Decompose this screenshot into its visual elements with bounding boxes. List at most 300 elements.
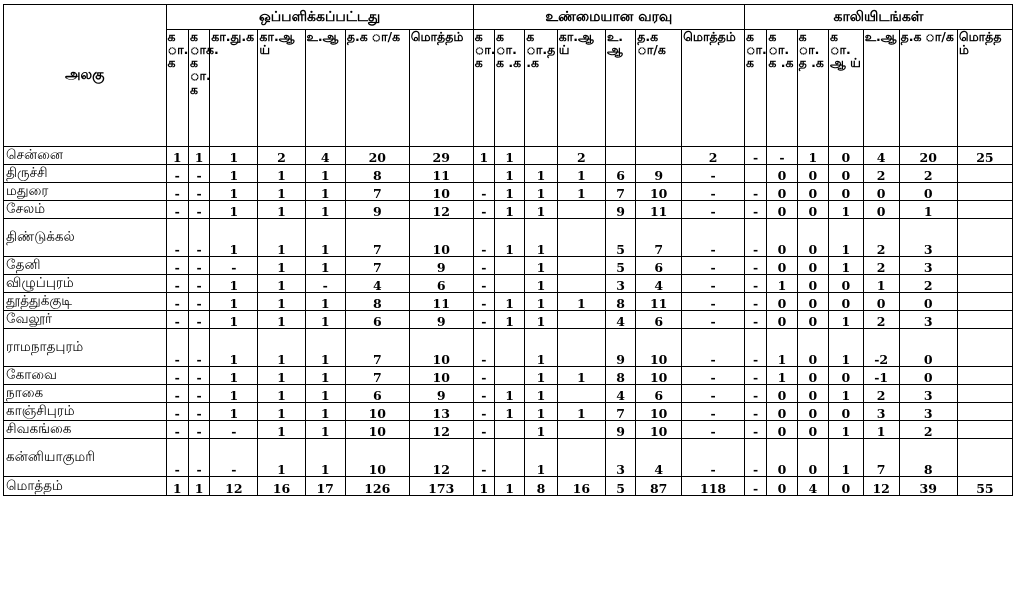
staffing-table-container (3, 4, 1013, 496)
value-cell: 1 (210, 293, 258, 311)
value-cell: 7 (605, 183, 635, 201)
value-cell: 1 (525, 311, 558, 329)
value-cell: 1 (305, 219, 345, 257)
sanctioned-group-header: ஒப்பளிக்கப்பட்டது (166, 5, 473, 30)
value-cell: 10 (636, 329, 682, 367)
value-cell: 1 (258, 293, 305, 311)
value-cell: 1 (305, 293, 345, 311)
value-cell: - (210, 257, 258, 275)
value-cell: 1 (305, 439, 345, 477)
vacancy-subheader: க ா.த .க (797, 30, 828, 147)
value-cell: - (188, 439, 209, 477)
value-cell: - (188, 183, 209, 201)
value-cell (557, 329, 605, 367)
value-cell: 0 (797, 201, 828, 219)
value-cell: -1 (863, 367, 899, 385)
value-cell: 1 (258, 367, 305, 385)
value-cell: 0 (899, 293, 957, 311)
value-cell: 2 (899, 275, 957, 293)
value-cell: 0 (863, 201, 899, 219)
value-cell (957, 403, 1012, 421)
value-cell: 1 (828, 385, 863, 403)
value-cell: 1 (305, 329, 345, 367)
unit-name-cell: சென்னை (4, 147, 167, 165)
value-cell: 12 (409, 421, 473, 439)
value-cell: 1 (495, 403, 525, 421)
value-cell: - (188, 329, 209, 367)
value-cell: 1 (210, 367, 258, 385)
value-cell: 1 (828, 311, 863, 329)
value-cell: 1 (525, 367, 558, 385)
value-cell (557, 421, 605, 439)
value-cell: 1 (797, 147, 828, 165)
value-cell: 0 (767, 183, 797, 201)
value-cell: 2 (899, 165, 957, 183)
value-cell: - (473, 219, 494, 257)
value-cell: 1 (557, 293, 605, 311)
value-cell (495, 421, 525, 439)
sanctioned-subheader: த.க ா/க (345, 30, 409, 147)
value-cell: - (188, 201, 209, 219)
value-cell: 8 (345, 165, 409, 183)
actual-subheader: மொத்தம் (682, 30, 745, 147)
value-cell: 1 (828, 219, 863, 257)
table-row (4, 385, 1013, 403)
value-cell: 5 (605, 257, 635, 275)
value-cell: 0 (828, 367, 863, 385)
value-cell: 1 (767, 329, 797, 367)
value-cell: - (682, 165, 745, 183)
value-cell: - (473, 257, 494, 275)
value-cell: 8 (605, 367, 635, 385)
value-cell: - (682, 385, 745, 403)
value-cell: 0 (767, 219, 797, 257)
value-cell: - (473, 311, 494, 329)
value-cell (495, 257, 525, 275)
value-cell (473, 165, 494, 183)
value-cell: 1 (525, 421, 558, 439)
unit-name-cell: கன்னியாகுமரி (4, 439, 167, 477)
table-row (4, 183, 1013, 201)
value-cell: 20 (899, 147, 957, 165)
unit-name-cell: சிவகங்கை (4, 421, 167, 439)
value-cell: 126 (345, 477, 409, 496)
value-cell: 1 (258, 311, 305, 329)
value-cell: 9 (409, 385, 473, 403)
value-cell: 7 (636, 219, 682, 257)
value-cell: 1 (767, 275, 797, 293)
value-cell: 4 (636, 275, 682, 293)
value-cell: 1 (305, 421, 345, 439)
value-cell: 10 (636, 421, 682, 439)
value-cell: - (744, 147, 766, 165)
value-cell (957, 329, 1012, 367)
value-cell: 1 (557, 367, 605, 385)
value-cell: - (188, 275, 209, 293)
value-cell: 1 (863, 421, 899, 439)
value-cell: - (166, 201, 188, 219)
value-cell: 11 (409, 165, 473, 183)
value-cell: - (473, 201, 494, 219)
value-cell: 0 (899, 367, 957, 385)
value-cell: 10 (636, 367, 682, 385)
value-cell: 1 (525, 183, 558, 201)
value-cell: 1 (258, 183, 305, 201)
value-cell: 0 (828, 183, 863, 201)
value-cell: 8 (525, 477, 558, 496)
value-cell: 0 (797, 385, 828, 403)
value-cell: 0 (797, 367, 828, 385)
value-cell: - (188, 165, 209, 183)
value-cell: - (744, 477, 766, 496)
value-cell: - (744, 367, 766, 385)
value-cell: 1 (258, 165, 305, 183)
value-cell: 10 (409, 367, 473, 385)
value-cell: 1 (305, 183, 345, 201)
value-cell: 3 (899, 219, 957, 257)
value-cell: 8 (345, 293, 409, 311)
value-cell: - (166, 219, 188, 257)
value-cell: 4 (305, 147, 345, 165)
value-cell: 0 (767, 257, 797, 275)
value-cell: - (744, 385, 766, 403)
value-cell: 1 (210, 385, 258, 403)
value-cell: 10 (409, 183, 473, 201)
value-cell: -2 (863, 329, 899, 367)
value-cell: 7 (345, 257, 409, 275)
value-cell: 1 (210, 147, 258, 165)
value-cell: 6 (636, 257, 682, 275)
value-cell: 0 (797, 293, 828, 311)
value-cell: 0 (767, 477, 797, 496)
value-cell: - (188, 293, 209, 311)
value-cell: - (682, 293, 745, 311)
value-cell: - (682, 367, 745, 385)
value-cell: - (473, 367, 494, 385)
value-cell (557, 311, 605, 329)
value-cell: 13 (409, 403, 473, 421)
value-cell (495, 329, 525, 367)
table-row (4, 421, 1013, 439)
value-cell: 10 (345, 403, 409, 421)
value-cell: - (305, 275, 345, 293)
value-cell (744, 165, 766, 183)
value-cell: 0 (828, 293, 863, 311)
value-cell: 1 (473, 147, 494, 165)
sanctioned-subheader: கா.ஆ ய் (258, 30, 305, 147)
value-cell: 9 (409, 257, 473, 275)
value-cell (957, 183, 1012, 201)
unit-name-cell: ராமநாதபுரம் (4, 329, 167, 367)
value-cell: 0 (797, 329, 828, 367)
value-cell: - (682, 329, 745, 367)
unit-name-cell: மதுரை (4, 183, 167, 201)
value-cell: 1 (210, 219, 258, 257)
value-cell: 2 (863, 311, 899, 329)
value-cell: - (166, 403, 188, 421)
unit-name-cell: திண்டுக்கல் (4, 219, 167, 257)
value-cell: 1 (525, 403, 558, 421)
table-row (4, 257, 1013, 275)
value-cell (957, 439, 1012, 477)
value-cell (957, 201, 1012, 219)
value-cell: 0 (767, 421, 797, 439)
value-cell: - (473, 385, 494, 403)
value-cell: - (767, 147, 797, 165)
value-cell: 1 (525, 275, 558, 293)
value-cell: 0 (828, 165, 863, 183)
value-cell: - (744, 311, 766, 329)
table-row (4, 219, 1013, 257)
value-cell: 12 (210, 477, 258, 496)
value-cell: - (188, 403, 209, 421)
unit-name-cell: மொத்தம் (4, 477, 167, 496)
value-cell: 1 (495, 293, 525, 311)
value-cell: 4 (636, 439, 682, 477)
value-cell (957, 385, 1012, 403)
value-cell: 11 (636, 293, 682, 311)
value-cell: - (166, 293, 188, 311)
value-cell: 0 (828, 403, 863, 421)
value-cell: 1 (557, 183, 605, 201)
value-cell: 3 (863, 403, 899, 421)
value-cell: 25 (957, 147, 1012, 165)
actual-subheader: க ா.க (473, 30, 494, 147)
value-cell: - (188, 385, 209, 403)
value-cell (525, 147, 558, 165)
value-cell: 7 (863, 439, 899, 477)
value-cell: 1 (828, 329, 863, 367)
value-cell: - (682, 183, 745, 201)
value-cell: 2 (899, 421, 957, 439)
value-cell: 1 (495, 219, 525, 257)
table-row (4, 147, 1013, 165)
value-cell: 16 (258, 477, 305, 496)
value-cell: 87 (636, 477, 682, 496)
value-cell: 1 (899, 201, 957, 219)
unit-name-cell: கோவை (4, 367, 167, 385)
value-cell: 11 (409, 293, 473, 311)
value-cell: - (166, 275, 188, 293)
value-cell: - (473, 403, 494, 421)
value-cell: 1 (305, 311, 345, 329)
value-cell: - (210, 421, 258, 439)
value-cell: - (682, 201, 745, 219)
value-cell: 16 (557, 477, 605, 496)
value-cell: 1 (258, 275, 305, 293)
value-cell: 2 (863, 385, 899, 403)
value-cell (495, 275, 525, 293)
value-cell: 2 (863, 219, 899, 257)
value-cell: 17 (305, 477, 345, 496)
value-cell: 2 (557, 147, 605, 165)
value-cell: 7 (345, 183, 409, 201)
value-cell: 5 (605, 219, 635, 257)
value-cell: - (682, 311, 745, 329)
value-cell: 6 (636, 311, 682, 329)
value-cell: 7 (345, 219, 409, 257)
value-cell (957, 219, 1012, 257)
value-cell: 1 (525, 293, 558, 311)
value-cell (495, 439, 525, 477)
value-cell: 2 (682, 147, 745, 165)
value-cell: 1 (210, 275, 258, 293)
value-cell: 1 (210, 403, 258, 421)
value-cell: 3 (605, 275, 635, 293)
value-cell: - (744, 329, 766, 367)
value-cell: 1 (258, 439, 305, 477)
value-cell: 1 (828, 201, 863, 219)
value-cell (957, 421, 1012, 439)
value-cell: 39 (899, 477, 957, 496)
actual-subheader: கா.ஆ ய் (557, 30, 605, 147)
value-cell: 118 (682, 477, 745, 496)
table-row (4, 329, 1013, 367)
value-cell (605, 147, 635, 165)
value-cell: 9 (605, 329, 635, 367)
value-cell: 1 (495, 311, 525, 329)
value-cell: - (744, 257, 766, 275)
value-cell: - (166, 183, 188, 201)
value-cell (957, 257, 1012, 275)
value-cell: 4 (605, 385, 635, 403)
value-cell: 10 (636, 183, 682, 201)
table-row (4, 367, 1013, 385)
value-cell: 1 (258, 201, 305, 219)
value-cell: 6 (345, 385, 409, 403)
value-cell (557, 385, 605, 403)
value-cell: - (682, 403, 745, 421)
unit-name-cell: வேலூர் (4, 311, 167, 329)
value-cell: 1 (258, 421, 305, 439)
value-cell: 0 (797, 165, 828, 183)
actual-subheader: க ா.த .க (525, 30, 558, 147)
value-cell: 12 (409, 201, 473, 219)
value-cell: 8 (899, 439, 957, 477)
value-cell (957, 367, 1012, 385)
value-cell: - (744, 421, 766, 439)
value-cell: 20 (345, 147, 409, 165)
value-cell: 1 (210, 311, 258, 329)
unit-column-header: அலகு (4, 5, 167, 147)
value-cell (957, 275, 1012, 293)
vacancy-subheader: க ா.ஆ ய் (828, 30, 863, 147)
value-cell: 2 (863, 165, 899, 183)
value-cell: 9 (409, 311, 473, 329)
value-cell: 12 (409, 439, 473, 477)
value-cell: - (744, 403, 766, 421)
value-cell: 1 (525, 257, 558, 275)
value-cell: 12 (863, 477, 899, 496)
value-cell: 4 (863, 147, 899, 165)
value-cell: 11 (636, 201, 682, 219)
value-cell: - (682, 219, 745, 257)
value-cell: - (166, 367, 188, 385)
table-row (4, 439, 1013, 477)
unit-name-cell: தூத்துக்குடி (4, 293, 167, 311)
value-cell: 0 (767, 165, 797, 183)
value-cell: 10 (409, 329, 473, 367)
value-cell: 1 (495, 201, 525, 219)
value-cell: 1 (188, 147, 209, 165)
value-cell: 1 (188, 477, 209, 496)
value-cell: 1 (305, 367, 345, 385)
value-cell: - (210, 439, 258, 477)
value-cell: 0 (828, 147, 863, 165)
vacancy-subheader: உ.ஆ (863, 30, 899, 147)
table-row (4, 403, 1013, 421)
value-cell: 0 (797, 257, 828, 275)
value-cell: 6 (409, 275, 473, 293)
value-cell: 2 (863, 257, 899, 275)
table-row (4, 275, 1013, 293)
actual-subheader: உ.ஆ (605, 30, 635, 147)
value-cell: - (473, 329, 494, 367)
unit-name-cell: நாகை (4, 385, 167, 403)
value-cell: - (744, 219, 766, 257)
value-cell: 1 (210, 329, 258, 367)
value-cell: - (166, 329, 188, 367)
value-cell: 9 (345, 201, 409, 219)
unit-name-cell: திருச்சி (4, 165, 167, 183)
value-cell: 1 (767, 367, 797, 385)
value-cell: 1 (166, 147, 188, 165)
value-cell: 10 (345, 421, 409, 439)
value-cell (557, 201, 605, 219)
value-cell: 1 (210, 183, 258, 201)
value-cell: 1 (495, 477, 525, 496)
value-cell: 1 (525, 385, 558, 403)
value-cell: 5 (605, 477, 635, 496)
value-cell: 1 (863, 275, 899, 293)
actual-group-header: உண்மையான வரவு (473, 5, 744, 30)
value-cell: 1 (258, 403, 305, 421)
value-cell: 1 (258, 257, 305, 275)
vacancy-subheader: க ா.க (744, 30, 766, 147)
value-cell: 0 (797, 183, 828, 201)
table-row (4, 293, 1013, 311)
value-cell: - (682, 275, 745, 293)
value-cell: 1 (166, 477, 188, 496)
value-cell: - (188, 367, 209, 385)
value-cell: 0 (767, 293, 797, 311)
value-cell: 2 (258, 147, 305, 165)
value-cell: 1 (305, 165, 345, 183)
value-cell (557, 257, 605, 275)
value-cell: - (166, 421, 188, 439)
value-cell: 3 (899, 311, 957, 329)
value-cell: 0 (767, 311, 797, 329)
value-cell: 1 (210, 201, 258, 219)
value-cell: 29 (409, 147, 473, 165)
value-cell (495, 367, 525, 385)
table-row (4, 311, 1013, 329)
value-cell: 1 (828, 421, 863, 439)
value-cell (957, 293, 1012, 311)
value-cell: 1 (258, 329, 305, 367)
value-cell: 4 (345, 275, 409, 293)
value-cell: 6 (636, 385, 682, 403)
value-cell: 1 (210, 165, 258, 183)
value-cell: 3 (899, 385, 957, 403)
value-cell: 0 (767, 403, 797, 421)
value-cell: 0 (863, 293, 899, 311)
sanctioned-subheader: க ா.க (166, 30, 188, 147)
value-cell: - (473, 293, 494, 311)
value-cell: - (188, 421, 209, 439)
actual-subheader: த.க ா/க (636, 30, 682, 147)
value-cell: - (744, 293, 766, 311)
